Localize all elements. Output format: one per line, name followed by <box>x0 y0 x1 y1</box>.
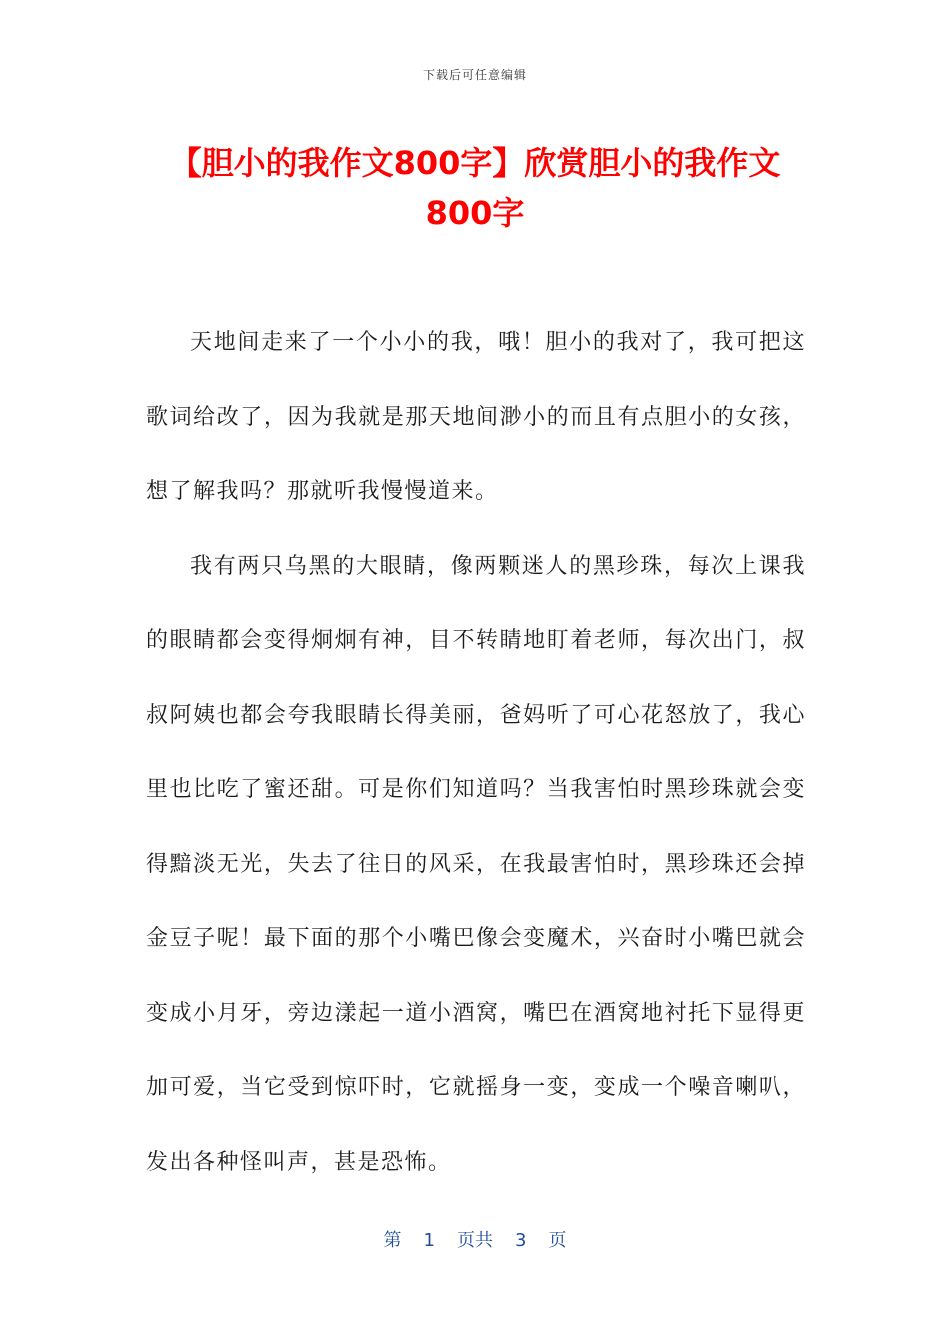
page-suffix: 页 <box>548 1230 567 1251</box>
document-body <box>146 306 806 1200</box>
page-current: 1 <box>423 1230 435 1251</box>
page-total: 3 <box>515 1230 527 1251</box>
paragraph-1: 天地间走来了一个小小的我，哦！胆小的我对了，我可把这歌词给改了，因为我就是那天地间渺小的而且有点胆小的女孩，想了解我吗？那就听我慢慢道来。 <box>146 330 806 504</box>
page-middle: 页共 <box>457 1230 493 1251</box>
page-footer <box>0 1226 950 1252</box>
document-title: 【胆小的我作文800字】欣赏胆小的我作文800字 <box>169 144 781 232</box>
page-prefix: 第 <box>383 1230 402 1251</box>
paragraph-2: 我有两只乌黑的大眼睛，像两颗迷人的黑珍珠，每次上课我的眼睛都会变得炯炯有神，目不转睛地盯着老师，每次出门，叔叔阿姨也都会夸我眼睛长得美丽，爸妈听了可心花怒放了，我心里也比吃了蜜还甜。可是你们知道吗？当我害怕时黑珍珠就会变得黯淡无光，失去了往日的风采，在我最害怕时，黑珍珠还会掉金豆子呢！最下面的那个小嘴巴像会变魔术，兴奋时小嘴巴就会变成小月牙，旁边漾起一道小酒窝，嘴巴在酒窝地衬托下显得更加可爱，当它受到惊吓时，它就摇身一变，变成一个噪音喇叭，发出各种怪叫声，甚是恐怖。 <box>146 553 806 1175</box>
header-note: 下载后可任意编辑 <box>422 68 527 82</box>
